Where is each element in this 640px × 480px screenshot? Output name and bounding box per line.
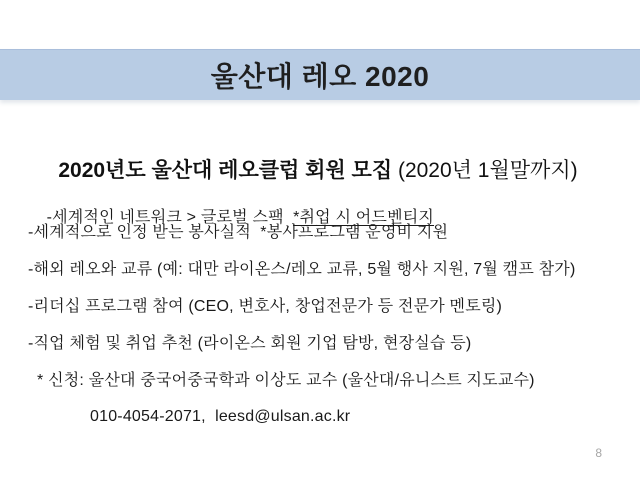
title-banner: [0, 49, 640, 100]
contact-application-line: * 신청: 울산대 중국어중국학과 이상도 교수 (울산대/유니스트 지도교수): [37, 372, 535, 389]
bullet-service-record: -세계적으로 인정 받는 봉사실적 *봉사프로그램 운영비 지원: [28, 224, 449, 241]
recruitment-heading-main: 2020년도 울산대 레오클럽 회원 모집: [58, 159, 393, 182]
bullet-network-underlined-note: *취업 시 어드벤티지: [293, 209, 435, 226]
bullet-leadership-program: -리더십 프로그램 참여 (CEO, 변호사, 창업전문가 등 전문가 멘토링): [28, 298, 503, 315]
bullet-job-experience: -직업 체험 및 취업 추천 (라이온스 회원 기업 탐방, 현장실습 등): [28, 335, 472, 352]
slide-title: 울산대 레오 2020: [210, 61, 430, 92]
bullet-overseas-exchange: -해외 레오와 교류 (예: 대만 라이온스/레오 교류, 5월 행사 지원, 7월 캠프 참가): [28, 261, 576, 278]
recruitment-heading-deadline: (2020년 1월말까지): [392, 159, 578, 182]
bullet-network-text: -세계적인 네트워크 > 글로벌 스팩: [46, 209, 294, 226]
contact-phone-email-line: 010-4054-2071, leesd@ulsan.ac.kr: [90, 408, 351, 425]
page-number: 8: [595, 446, 602, 460]
